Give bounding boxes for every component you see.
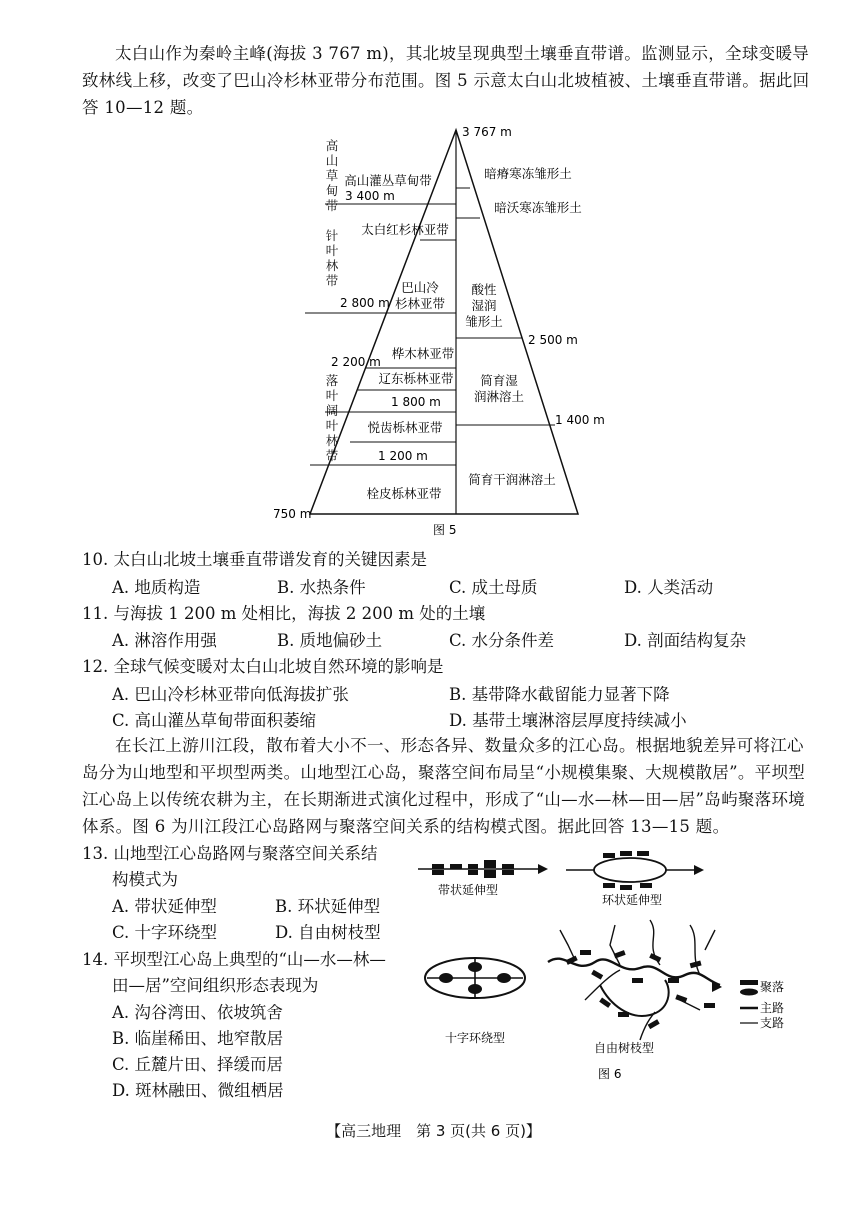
alt-3400: 3 400 m: [345, 189, 395, 203]
q11-option-a: A. 淋溶作用强: [112, 631, 217, 650]
q12-option-b: B. 基带降水截留能力显著下降: [449, 685, 670, 704]
veg-abies: 巴山冷杉林亚带: [394, 280, 446, 311]
q14-option-c: C. 丘麓片田、择缓而居: [112, 1055, 284, 1074]
alt-750: 750 m: [273, 507, 312, 521]
veg-liaodong-oak: 辽东栎林亚带: [378, 371, 454, 386]
legend: [740, 979, 784, 1030]
q13-option-b: B. 环状延伸型: [275, 897, 381, 916]
veg-larix: 太白红杉林亚带: [361, 222, 449, 237]
page-footer: 【高三地理 第 3 页(共 6 页)】: [326, 1122, 541, 1140]
q13-option-a: A. 带状延伸型: [112, 897, 217, 916]
q11-option-c: C. 水分条件差: [449, 631, 555, 650]
q13-option-c: C. 十字环绕型: [112, 923, 218, 942]
figure-6: [410, 840, 810, 1090]
pattern-cross: [425, 958, 525, 998]
q14-option-a: A. 沟谷湾田、依坡筑舍: [112, 1003, 283, 1022]
legend-settlement: 聚落: [760, 980, 785, 994]
soil-humid-luvisol: 简育湿润淋溶土: [473, 373, 525, 404]
zone-alpine-meadow: 高山草甸带: [325, 138, 339, 213]
q11-stem: 11. 与海拔 1 200 m 处相比，海拔 2 200 m 处的土壤: [82, 604, 486, 623]
q13-stem-2: 构模式为: [112, 870, 178, 889]
tree-settlements: [566, 950, 715, 1029]
q14-stem-1: 14. 平坝型江心岛上典型的“山—水—林—: [82, 950, 386, 969]
label-band: 带状延伸型: [437, 883, 499, 897]
label-cross: 十字环绕型: [444, 1031, 506, 1045]
q13-option-d: D. 自由树枝型: [275, 923, 381, 942]
q10-option-d: D. 人类活动: [624, 578, 714, 597]
legend-branch-road: 支路: [760, 1016, 785, 1030]
alt-2200: 2 200 m: [331, 355, 381, 369]
q11-option-b: B. 质地偏砂土: [277, 631, 383, 650]
peak-altitude: 3 767 m: [462, 125, 512, 139]
q14-stem-2: 田—居”空间组织形态表现为: [112, 976, 319, 995]
soil-dark-fertile: 暗沃寒冻雏形土: [494, 200, 582, 215]
q14-option-d: D. 斑林融田、微组栖居: [112, 1081, 284, 1100]
zone-deciduous: 落叶阔叶林带: [325, 373, 339, 463]
soil-dry-luvisol: 简育干润淋溶土: [468, 472, 556, 487]
left-zone-labels: [326, 138, 339, 463]
figure-5: [270, 118, 610, 538]
soil-acid-humid: 酸性湿润雏形土: [465, 282, 503, 329]
intro-paragraph-2: 在长江上游川江段，散布着大小不一、形态各异、数量众多的江心岛。根据地貌差异可将江心岛分为山地型和平坝型两类。山地型江心岛，聚落空间布局呈“小规模集聚、大规模散居”。平坝型江心岛上以传统农耕为主，在长期渐进式演化过程中，形成了“山—水—林—田—居”岛屿聚落环境体系。图 6 为川江段江心岛路网与聚落空间关系的结构模式图。据此回答 13—15 题。: [82, 736, 806, 836]
alt-1200: 1 200 m: [378, 449, 428, 463]
pattern-band: [418, 860, 548, 878]
veg-yueqi-oak: 悦齿栎林亚带: [367, 420, 443, 435]
q10-option-a: A. 地质构造: [112, 578, 201, 597]
soil-dark-barren: 暗瘠寒冻雏形土: [484, 166, 572, 181]
alt-2800: 2 800 m: [340, 296, 390, 310]
q12-option-c: C. 高山灌丛草甸带面积萎缩: [112, 711, 317, 730]
alt-1800: 1 800 m: [391, 395, 441, 409]
q12-stem: 12. 全球气候变暖对太白山北坡自然环境的影响是: [82, 657, 444, 676]
q10-option-c: C. 成土母质: [449, 578, 538, 597]
veg-cork-oak: 栓皮栎林亚带: [366, 486, 442, 501]
alt-1400: 1 400 m: [555, 413, 605, 427]
veg-birch: 桦木林亚带: [391, 346, 455, 361]
alt-2500: 2 500 m: [528, 333, 578, 347]
q12-option-d: D. 基带土壤淋溶层厚度持续减小: [449, 711, 687, 730]
pattern-ring: [566, 851, 704, 890]
q11-option-d: D. 剖面结构复杂: [624, 631, 747, 650]
label-ring: 环状延伸型: [601, 893, 663, 907]
q10-stem: 10. 太白山北坡土壤垂直带谱发育的关键因素是: [82, 550, 427, 569]
q12-option-a: A. 巴山冷杉林亚带向低海拔扩张: [112, 685, 349, 704]
q14-option-b: B. 临崖稀田、地窄散居: [112, 1029, 284, 1048]
figure-6-caption: 图 6: [598, 1067, 622, 1081]
q10-option-b: B. 水热条件: [277, 578, 366, 597]
q13-stem-1: 13. 山地型江心岛路网与聚落空间关系结: [82, 844, 378, 863]
zone-conifer: 针叶林带: [325, 228, 339, 288]
legend-main-road: 主路: [760, 1001, 785, 1015]
figure-5-caption: 图 5: [433, 523, 457, 537]
veg-alpine-shrub: 高山灌丛草甸带: [344, 173, 432, 188]
label-tree: 自由树枝型: [593, 1041, 655, 1055]
intro-paragraph-1: 太白山作为秦岭主峰(海拔 3 767 m)，其北坡呈现典型土壤垂直带谱。监测显示，全球变暖导致林线上移，改变了巴山冷杉林亚带分布范围。图 5 示意太白山北坡植被、土壤垂直带谱。据此回答 10—12 题。: [82, 44, 810, 117]
